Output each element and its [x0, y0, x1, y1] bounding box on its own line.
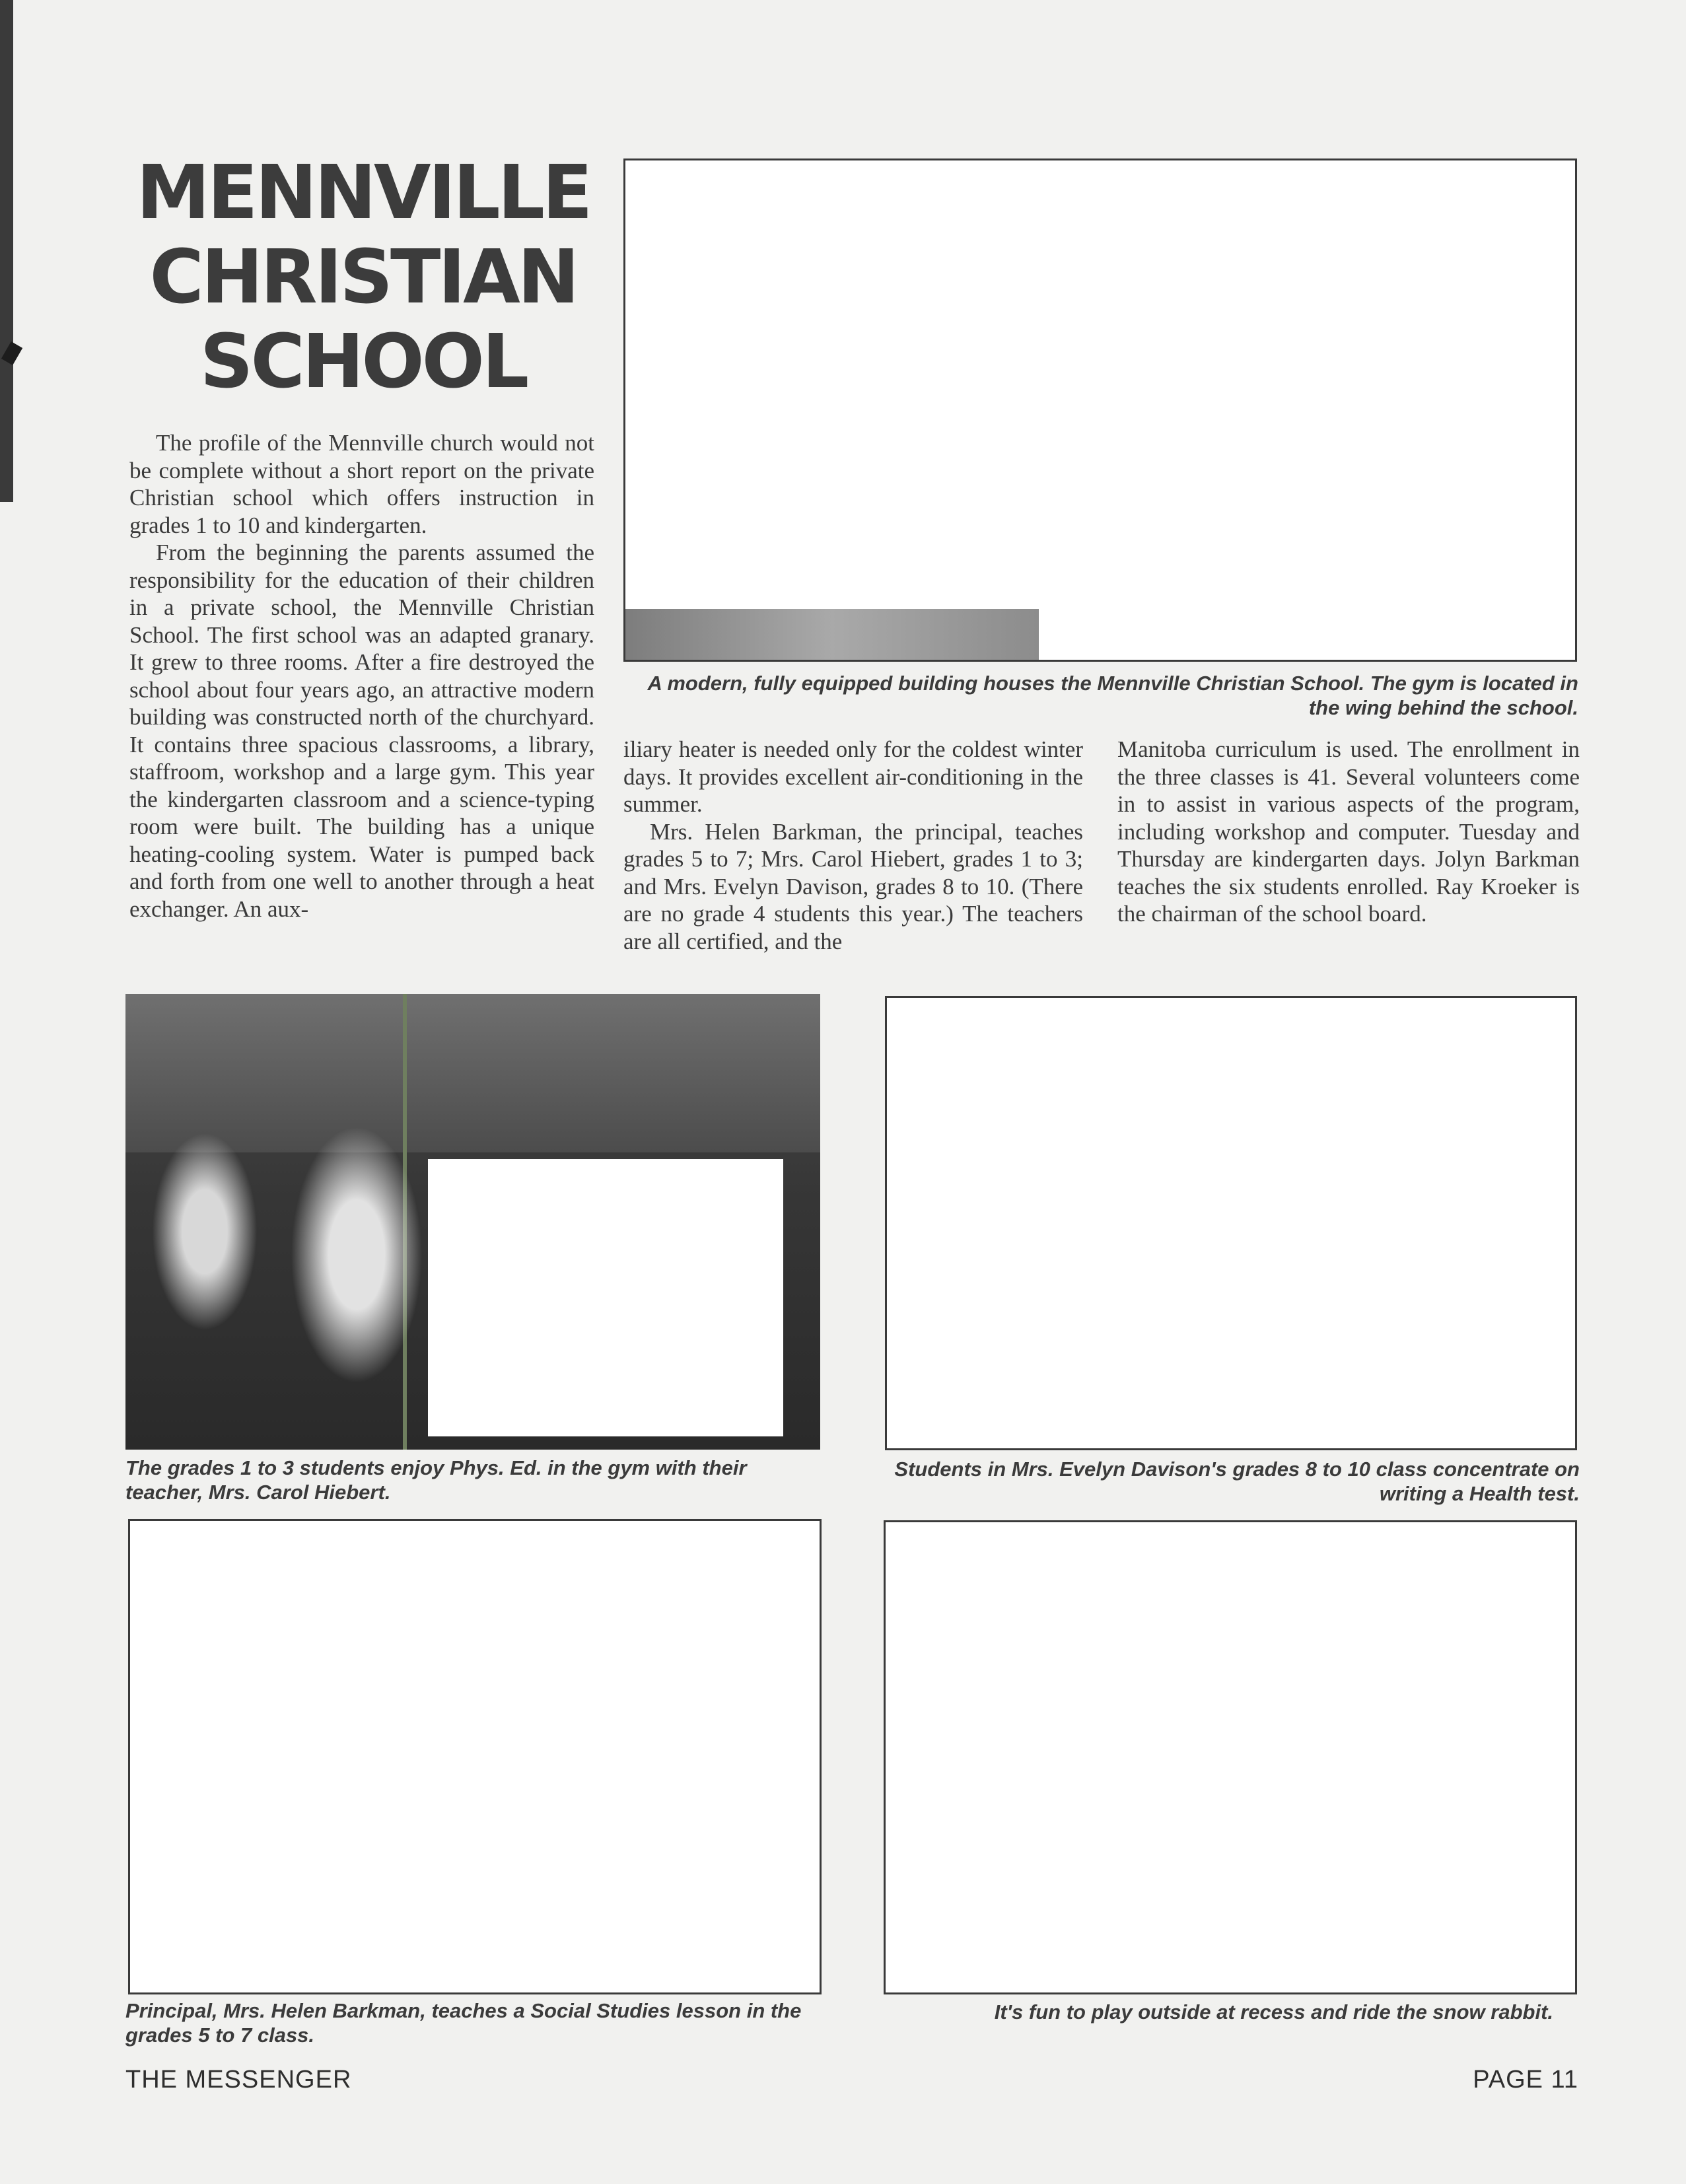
- student-figure: [291, 1126, 423, 1384]
- gym-caption: The grades 1 to 3 students enjoy Phys. Ed. in the gym with their teacher, Mrs. Carol Hiebert.: [125, 1456, 747, 1504]
- gym-photo: [125, 994, 820, 1450]
- student-figure: [152, 1133, 258, 1331]
- paragraph: Mrs. Helen Barkman, the principal, teaches grades 5 to 7; Mrs. Carol Hiebert, grades 1 to 3; and Mrs. Evelyn Davison, grades 8 to 10. (There are no grade 4 students this year.) The teachers are all certified, and the: [623, 818, 1083, 954]
- paragraph: iliary heater is needed only for the coldest winter days. It provides excellent air-conditioning in the summer.: [623, 736, 1083, 817]
- body-column-1: [129, 429, 594, 923]
- photo-blank-area: [428, 1159, 783, 1436]
- paragraph: The profile of the Mennville church would not be complete without a short report on the private Christian school which offers instruction in grades 1 to 10 and kindergarten.: [129, 430, 594, 538]
- health-test-photo: [885, 996, 1577, 1450]
- body-column-3: [1117, 736, 1580, 928]
- title-line-3: SCHOOL: [199, 319, 527, 405]
- title-line-1: MENNVILLE: [136, 150, 590, 236]
- binding-edge: [0, 0, 13, 502]
- social-caption: Principal, Mrs. Helen Barkman, teaches a Social Studies lesson in the grades 5 to 7 class.: [125, 1999, 802, 2047]
- paragraph: Manitoba curriculum is used. The enrollment in the three classes is 41. Several volunteers come in to assist in various aspects of the program, including workshop and computer. Tuesday and Thursday are kindergarten days. Jolyn Barkman teaches the six students enrolled. Ray Kroeker is the chairman of the school board.: [1117, 736, 1580, 927]
- photo-strip: [625, 609, 1039, 660]
- title-line-2: CHRISTIAN: [149, 234, 577, 320]
- social-studies-photo: [128, 1519, 822, 1994]
- building-caption: A modern, fully equipped building houses the Mennville Christian School. The gym is located in the wing behind the school.: [647, 672, 1578, 719]
- gym-wall: [125, 994, 820, 1152]
- paragraph: From the beginning the parents assumed the responsibility for the education of their children in a private school, the Mennville Christian School. The first school was an adapted granary. It grew to three rooms. After a fire destroyed the school about four years ago, an attractive modern building was constructed north of the churchyard. It contains three spacious classrooms, a library, staffroom, workshop and a large gym. This year the kindergarten classroom and a science-typing room were built. The building has a unique heating-cooling system. Water is pumped back and forth from one well to another through a heat exchanger. An aux-: [129, 540, 594, 922]
- body-column-2: [623, 736, 1083, 955]
- page-number: PAGE 11: [1473, 2066, 1578, 2094]
- article-title: [132, 151, 594, 404]
- school-building-photo: [623, 159, 1577, 662]
- publication-name: THE MESSENGER: [125, 2066, 352, 2094]
- health-caption: Students in Mrs. Evelyn Davison's grades 8 to 10 class concentrate on writing a Health test.: [894, 1458, 1580, 1505]
- recess-photo: [884, 1520, 1577, 1994]
- recess-caption: It's fun to play outside at recess and ride the snow rabbit.: [994, 2000, 1553, 2024]
